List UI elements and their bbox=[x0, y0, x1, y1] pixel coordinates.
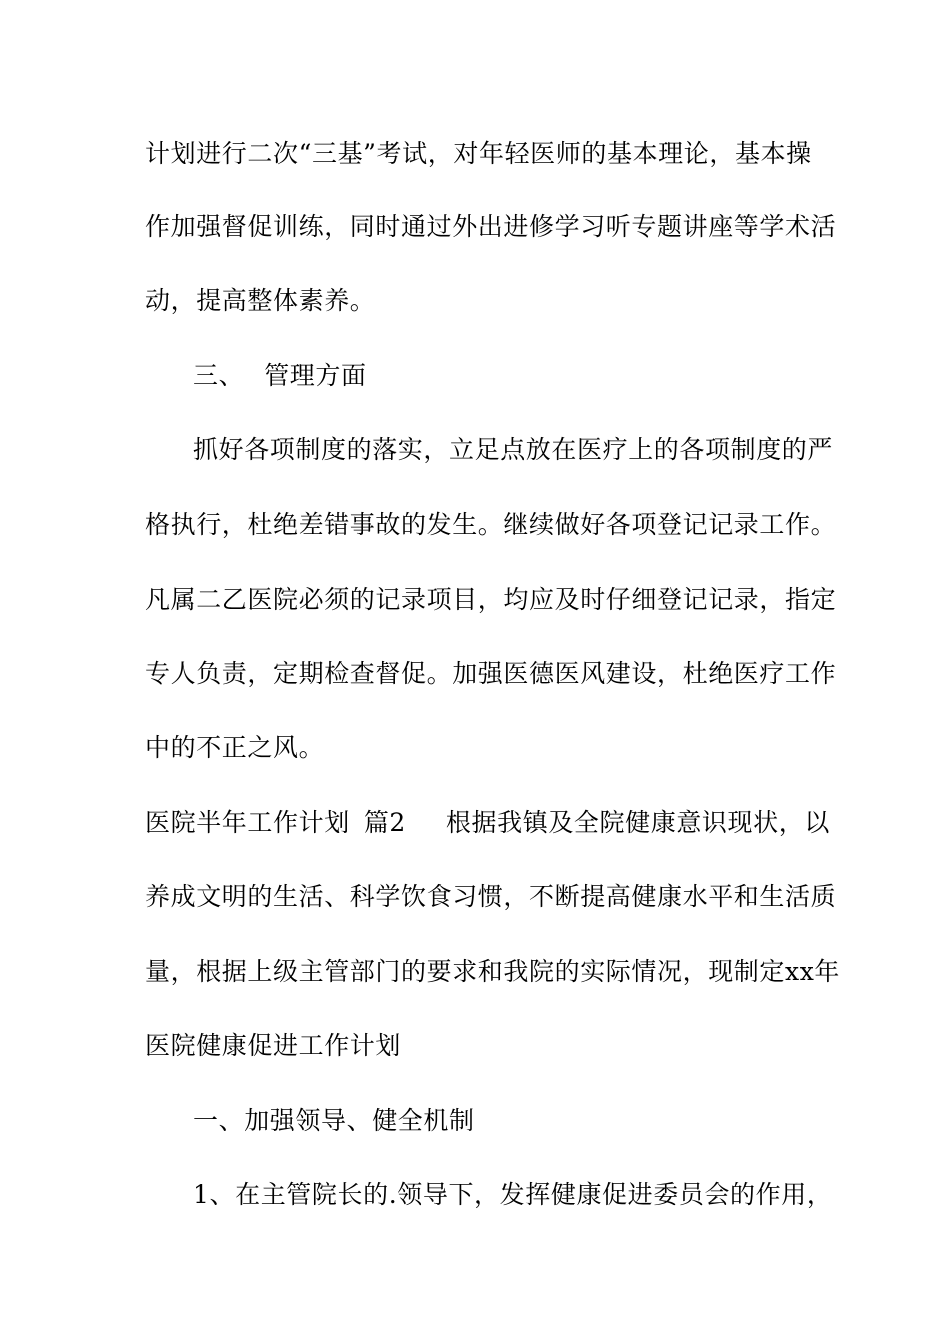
paragraph-line: 养成文明的生活、科学饮食习惯，不断提高健康水平和生活质 bbox=[145, 882, 837, 911]
section-heading bbox=[193, 361, 863, 391]
paragraph-line: 量，根据上级主管部门的要求和我院的实际情况，现制定xx年 bbox=[145, 957, 841, 986]
article-heading-line bbox=[145, 808, 830, 838]
paragraph-line: 动，提高整体素养。 bbox=[145, 286, 376, 315]
paragraph-line: 格执行，杜绝差错事故的发生。继续做好各项登记记录工作。 bbox=[145, 510, 837, 539]
paragraph-line: 1、在主管院长的.领导下，发挥健康促进委员会的作用， bbox=[193, 1180, 833, 1209]
paragraph-line: 作加强督促训练，同时通过外出进修学习听专题讲座等学术活 bbox=[145, 212, 837, 241]
section-number: 三、 bbox=[193, 361, 245, 390]
paragraph-line: 凡属二乙医院必须的记录项目，均应及时仔细登记记录，指定 bbox=[145, 585, 837, 614]
paragraph-line: 抓好各项制度的落实，立足点放在医疗上的各项制度的严 bbox=[193, 435, 834, 464]
paragraph-line: 医院健康促进工作计划 bbox=[145, 1031, 402, 1060]
subsection-heading: 一、加强领导、健全机制 bbox=[193, 1106, 475, 1135]
paragraph-line: 中的不正之风。 bbox=[145, 733, 325, 762]
paragraph-text: 根据我镇及全院健康意识现状，以 bbox=[445, 808, 830, 837]
section-title: 管理方面 bbox=[264, 361, 367, 390]
paragraph-line: 专人负责，定期检查督促。加强医德医风建设，杜绝医疗工作 bbox=[145, 659, 837, 688]
article-title: 医院半年工作计划 bbox=[145, 808, 350, 837]
paragraph-line: 计划进行二次“三基”考试，对年轻医师的基本理论，基本操 bbox=[145, 139, 812, 168]
article-number: 篇2 bbox=[363, 808, 406, 837]
